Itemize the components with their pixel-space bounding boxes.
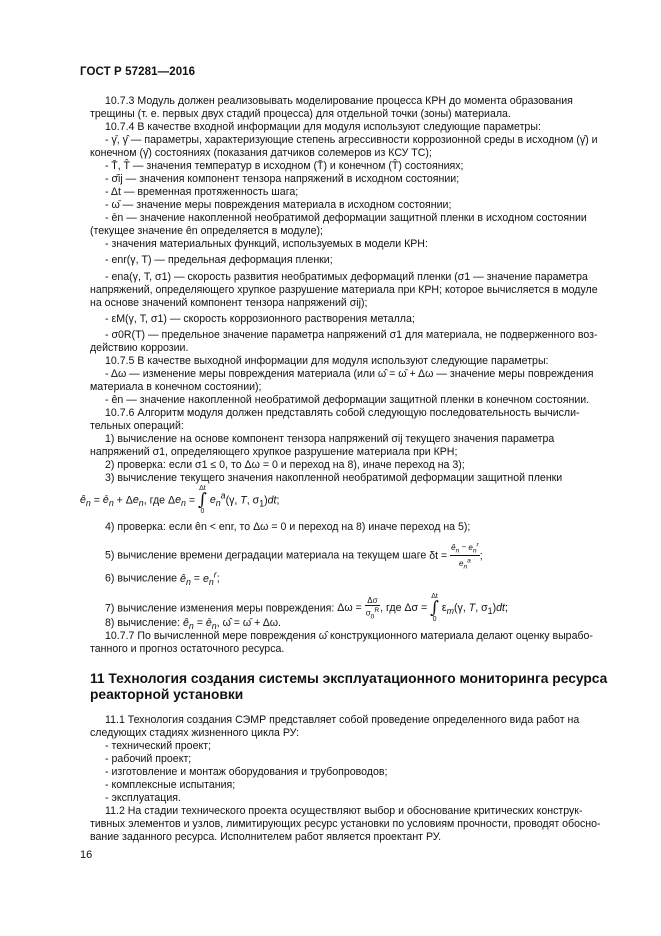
- para-11-2-line1: 11.2 На стадии технического проекта осуществляют выбор и обоснование критических конструк-: [105, 805, 583, 817]
- step-6-text: 6) вычисление: [105, 572, 178, 585]
- page-number: 16: [80, 849, 93, 861]
- param-time-step: - Δt — временная протяженность шага;: [105, 186, 299, 198]
- step-2: 2) проверка: если σ1 ≤ 0, то Δω = 0 и переход на 8), иначе переход на 3);: [105, 459, 465, 471]
- function-strain-rate-line2: напряжений, определяющего хрупкое разрушение материала при КРН; которое вычисляется в модуле: [90, 284, 598, 296]
- list-item: - изготовление и монтаж оборудования и трубопроводов;: [105, 766, 388, 778]
- para-10-7-5-intro: 10.7.5 В качестве выходной информации для модуля используют следующие параметры:: [105, 355, 549, 367]
- list-item: - технический проект;: [105, 740, 212, 752]
- list-item: - эксплуатация.: [105, 792, 181, 804]
- para-10-7-4-intro: 10.7.4 В качестве входной информации для модуля используют следующие параметры:: [105, 121, 541, 133]
- function-stress-limit-line1: - σ0R(T) — предельное значение параметра напряжений σ1 для материала, не подверженного воз-: [105, 329, 598, 341]
- para-10-7-7-line1: 10.7.7 По вычисленной мере повреждения ω̂ конструкционного материала делают оценку вырабо-: [105, 630, 593, 642]
- para-10-7-3-line2: трещины (т. е. первых двух стадий процесса) для отдельной точки (зоны) материала.: [90, 108, 511, 120]
- function-strain-rate-line3: на основе значений компонент тензора напряжений σij);: [90, 297, 368, 309]
- document-header: ГОСТ Р 57281—2016: [80, 66, 196, 78]
- function-corrosion-rate: - εM(γ, T, σ1) — скорость коррозионного растворения металла;: [105, 313, 415, 325]
- material-functions-intro: - значения материальных функций, используемых в модели КРН:: [105, 238, 428, 250]
- list-item: - комплексные испытания;: [105, 779, 236, 791]
- step-7-text: 7) вычисление изменения меры повреждения:: [105, 602, 335, 615]
- param-damage: - ω̄ — значение меры повреждения материала в исходном состоянии;: [105, 199, 452, 211]
- para-10-7-7-line2: танного и прогноз остаточного ресурса.: [90, 643, 285, 655]
- step-3: 3) вычисление текущего значения накопленной необратимой деформации защитной пленки: [105, 472, 563, 484]
- step-6-row: [105, 568, 220, 589]
- para-10-7-6-line2: тельных операций:: [90, 420, 184, 432]
- param-gamma-line1: - γ̄, γ̂ — параметры, характеризующие степень агрессивности коррозионной среды в исходном (γ̄) и: [105, 134, 598, 146]
- param-strain-line2: (текущее значение ên определяется в модуле);: [90, 225, 324, 237]
- param-strain-line1: - ēn — значение накопленной необратимой деформации защитной пленки в исходном состоянии: [105, 212, 587, 224]
- formula-final: $ê_n$ = $ē_n$, ω̂ = ω̄ + Δω.: [182, 617, 281, 632]
- step-1-line2: напряжений σ1, определяющего хрупкое разрушение материала при КРН;: [90, 446, 458, 458]
- step-5-text: 5) вычисление времени деградации материала на текущем шаге: [105, 549, 427, 562]
- formula-degradation-time: δt = $\frac{ê_n - e_n^r}{e_n^a}$ ;: [429, 541, 483, 571]
- function-stress-limit-line2: действию коррозии.: [90, 342, 189, 354]
- step-4: 4) проверка: если ên < enr, то Δω = 0 и переход на 8) иначе переход на 5);: [105, 521, 471, 533]
- para-11-2-line3: вание заданного ресурса. Исполнителем работ является проектант РУ.: [90, 831, 442, 843]
- function-limit-strain: - enr(γ, T) — предельная деформация пленки;: [105, 254, 333, 266]
- param-temperature: - T̄, T̂ — значения температур в исходном (T̄) и конечном (T̂) состояниях;: [105, 160, 464, 172]
- section-11-heading: 11 Технология создания системы эксплуатационного мониторинга ресурса реакторной установки: [90, 671, 608, 702]
- para-11-1-line2: следующих стадиях жизненного цикла РУ:: [90, 727, 300, 739]
- list-item: - рабочий проект;: [105, 753, 192, 765]
- param-gamma-line2: конечном (γ̂) состояниях (показания датчиков солемеров из КСУ ТС);: [90, 147, 432, 159]
- formula-step-3: $ê_n$ = $ē_n + \Delta e_n$, где $\Delta e_n = \Delta t$ ∫ 0 $e_n^a(\gamma$, T, $\sigma_1)dt$;: [80, 485, 280, 515]
- para-10-7-6-line1: 10.7.6 Алгоритм модуля должен представлять собой следующую последовательность вычисли-: [105, 407, 580, 419]
- function-strain-rate-line1: - ena(γ, T, σ1) — скорость развития необратимых деформаций пленки (σ1 — значение параметра: [105, 271, 588, 283]
- output-damage-change-line2: материала в конечном состоянии);: [90, 381, 262, 393]
- param-stress: - σ̄ij — значения компонент тензора напряжений в исходном состоянии;: [105, 173, 460, 185]
- para-10-7-3-line1: 10.7.3 Модуль должен реализовывать моделирование процесса КРН до момента образования: [105, 95, 573, 107]
- step-8-text: 8) вычисление:: [105, 617, 181, 629]
- formula-strain-reset: $ê_n = e_n^r$;: [180, 569, 220, 587]
- output-final-strain: - ên — значение накопленной необратимой деформации защитной пленки в конечном состоянии.: [105, 394, 590, 406]
- step-1-line1: 1) вычисление на основе компонент тензора напряжений σij текущего значения параметра: [105, 433, 555, 445]
- output-damage-change-line1: - Δω — изменение меры повреждения материала (или ω̂ = ω̄ + Δω — значение меры повреждения: [105, 368, 594, 380]
- para-11-2-line2: тивных элементов и узлов, лимитирующих ресурс установки по условиям прочности, проводят обосно-: [90, 818, 601, 830]
- formula-damage-change: Δω = $\frac{\Delta\sigma}{\sigma_0^R}$ , где Δσ = Δt ∫ 0 $\varepsilon_m(\gamma$, T, $\sigma_1)dt$;: [337, 593, 508, 623]
- step-5-row: [105, 540, 483, 572]
- para-11-1-line1: 11.1 Технология создания СЭМР представляет собой проведение определенного вида работ на: [105, 714, 580, 726]
